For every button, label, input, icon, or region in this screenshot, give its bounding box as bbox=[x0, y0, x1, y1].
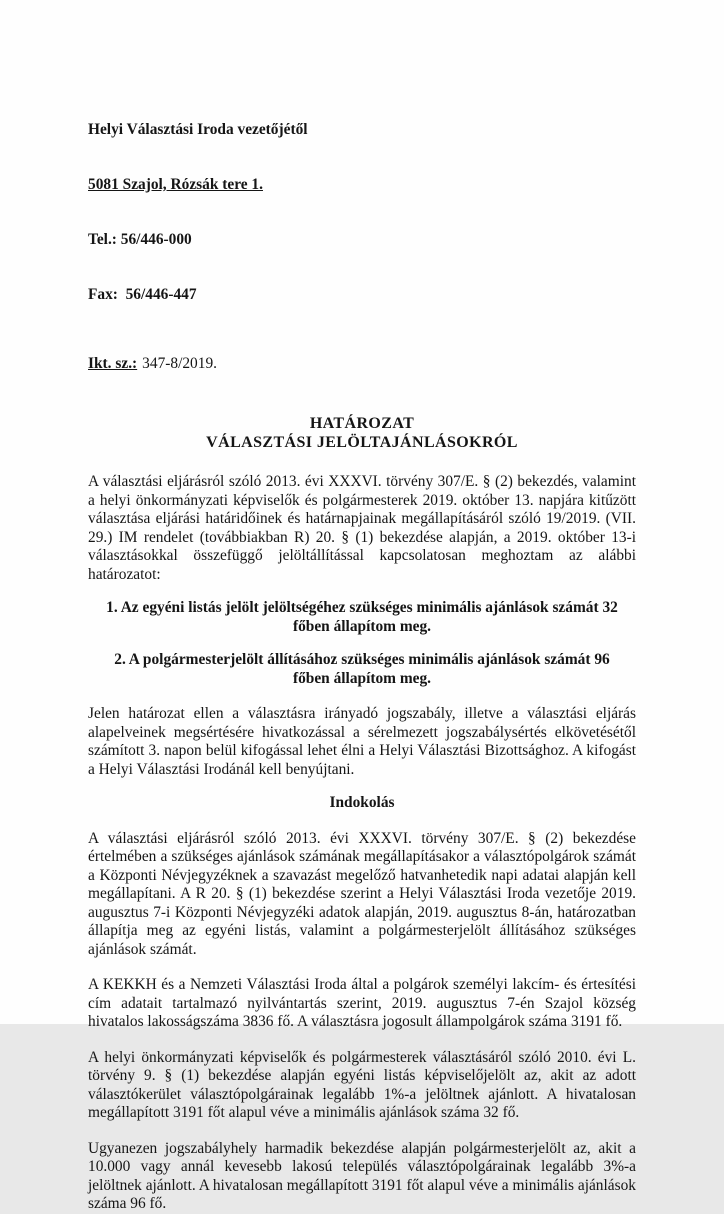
reasoning-heading: Indokolás bbox=[329, 794, 395, 812]
decision-point-2: 2. A polgármesterjelölt állításához szükséges minimális ajánlások számát 96 főben állapítom meg. bbox=[114, 651, 610, 687]
reasoning-paragraph-4: Ugyanezen jogszabályhely harmadik bekezdése alapján polgármesterjelölt az, akit a 10.000 vagy annál kevesebb lakosú település választópolgárainak legalább 3%-a jelöltnek ajánlott. A hivatalosan megállapított 3191 főt alapul véve a minimális ajánlások száma 96 fő. bbox=[88, 1139, 636, 1213]
reasoning-paragraph-3: A helyi önkormányzati képviselők és polgármesterek választásáról szóló 2010. évi L. törvény 9. § (1) bekezdése alapján egyéni listás képviselőjelölt az, akit az adott választókerület választópolgárainak legalább 1%-a jelöltnek ajánlott. A hivatalosan megállapított 3191 főt alapul véve a minimális ajánlások száma 32 fő. bbox=[88, 1048, 636, 1122]
intro-paragraph: A választási eljárásról szóló 2013. évi XXXVI. törvény 307/E. § (2) bekezdés, valamint a helyi önkormányzati képviselők és polgármesterek 2019. október 13. napjára kitűzött választása eljárási határidőinek és határnapjainak megállapításáról szóló 19/2019. (VII. 29.) IM rendelet (továbbiakban R) 20. § (1) bekezdése alapján, a 2019. október 13-i választásokkal összefüggő jelöltállítással kapcsolatosan meghoztam az alábbi határozatot: bbox=[88, 473, 636, 583]
file-number-value: 347-8/2019. bbox=[142, 354, 217, 372]
document-title-line1: HATÁROZAT bbox=[309, 415, 415, 433]
document-title bbox=[88, 415, 636, 452]
file-number-label: Ikt. sz.: bbox=[88, 354, 138, 372]
letterhead bbox=[88, 84, 636, 342]
reasoning-paragraph-1: A választási eljárásról szóló 2013. évi XXXVI. törvény 307/E. § (2) bekezdése értelmében a szükséges ajánlások számának megállapításakor a választópolgárok számát a Központi Névjegyzéknek a szavazást megelőző hatvanhetedik napi adatai alapján kell megállapítani. A R 20. § (1) bekezdése szerint a Helyi Választási Iroda vezetője 2019. augusztus 7-i Központi Névjegyzéki adatok alapján, 2019. augusztus 8-án, határozatban állapítja meg az egyéni listás, valamint a polgármesterjelölt állításához szükséges ajánlások számát. bbox=[88, 829, 636, 958]
appeal-paragraph: Jelen határozat ellen a választásra irányadó jogszabály, illetve a választási eljárás alapelveinek megsértésére hivatkozással a sérelmezett jogszabálysértés elkövetésétől számított 3. napon belül kifogással lehet élni a Helyi Választási Bizottsághoz. A kifogást a Helyi Választási Irodánál kell benyújtani. bbox=[88, 705, 636, 778]
decision-point-1: 1. Az egyéni listás jelölt jelöltségéhez szükséges minimális ajánlások számát 32 főben állapítom meg. bbox=[106, 599, 618, 635]
reasoning-paragraph-2: A KEKKH és a Nemzeti Választási Iroda által a polgárok személyi lakcím- és értesítési cím adatait tartalmazó nyilvántartás szerint, 2019. augusztus 7-én Szajol község hivatalos lakosságszáma 3836 fő. A választásra jogosult állampolgárok száma 3191 fő. bbox=[88, 976, 636, 1031]
file-number-line bbox=[88, 355, 636, 373]
document-title-line2: VÁLASZTÁSI JELÖLTAJÁNLÁSOKRÓL bbox=[206, 433, 518, 451]
letterhead-phone: Tel.: 56/446-000 bbox=[88, 231, 192, 249]
letterhead-fax: Fax: 56/446-447 bbox=[88, 286, 197, 304]
letterhead-sender: Helyi Választási Iroda vezetőjétől bbox=[88, 120, 308, 138]
letterhead-address: 5081 Szajol, Rózsák tere 1. bbox=[88, 176, 263, 194]
